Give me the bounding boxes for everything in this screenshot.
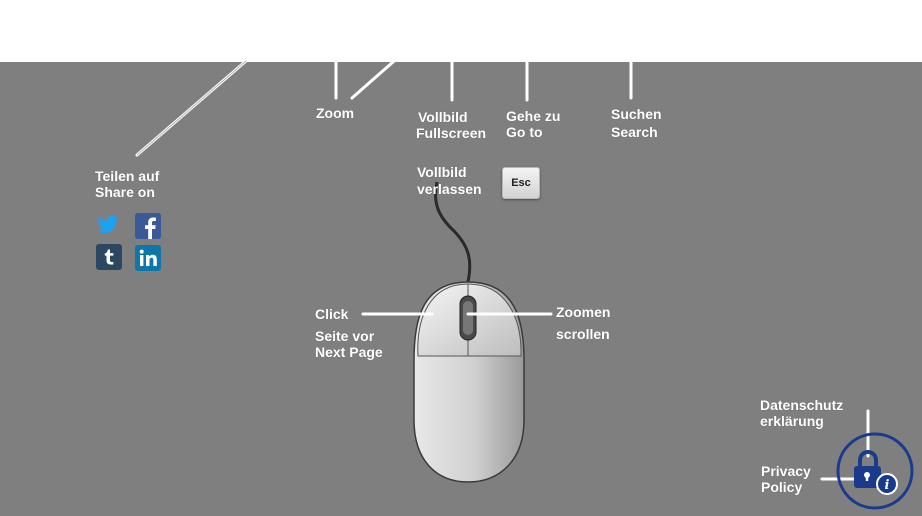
privacy-policy-button[interactable] xyxy=(836,432,914,510)
share-label-de: Teilen auf xyxy=(95,168,160,184)
privacy-label-en-1: Privacy xyxy=(761,463,811,479)
svg-text:i: i xyxy=(884,478,890,493)
goto-label-de: Gehe zu xyxy=(506,108,561,124)
zoom-scroll-label-2: scrollen xyxy=(556,326,610,342)
search-label-de: Suchen xyxy=(611,106,662,122)
share-label-en: Share on xyxy=(95,184,155,200)
zoom-scroll-label-1: Zoomen xyxy=(556,304,611,320)
facebook-icon[interactable] xyxy=(135,213,161,239)
search-label-en: Search xyxy=(611,124,658,140)
privacy-label-en-2: Policy xyxy=(761,479,803,495)
linkedin-icon[interactable] xyxy=(135,245,161,271)
goto-label-en: Go to xyxy=(506,124,543,140)
next-page-label-de: Seite vor xyxy=(315,328,375,344)
twitter-icon[interactable] xyxy=(96,211,122,237)
exit-fullscreen-label-2: verlassen xyxy=(417,181,482,197)
exit-fullscreen-label-1: Vollbild xyxy=(417,164,467,180)
zoom-label: Zoom xyxy=(316,105,355,121)
esc-key: Esc xyxy=(502,167,540,199)
privacy-label-de-1: Datenschutz xyxy=(760,397,844,413)
click-label: Click xyxy=(315,306,349,322)
next-page-label-en: Next Page xyxy=(315,344,383,360)
privacy-label-de-2: erklärung xyxy=(760,413,824,429)
fullscreen-label-de: Vollbild xyxy=(418,109,468,125)
fullscreen-label-en: Fullscreen xyxy=(416,125,487,141)
tumblr-icon[interactable] xyxy=(96,244,122,270)
lock-info-icon xyxy=(836,432,914,510)
